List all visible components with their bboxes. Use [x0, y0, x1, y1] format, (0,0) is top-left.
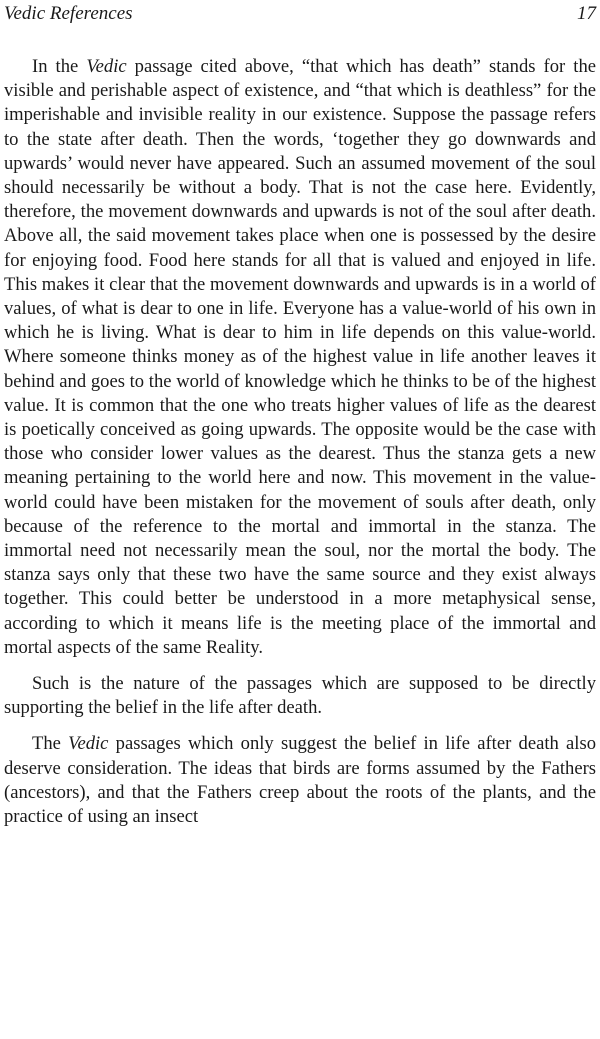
page-number: 17 — [577, 3, 596, 24]
running-title: Vedic References — [4, 3, 133, 24]
paragraph-1-run-3: passage cited above, “that which has death” stands for the visible and perishable aspect of existence, and “that which is deathless” for the imperishable and invisible reality in our existence. Suppose the passage refers to the state after death. Then the words, ‘together they go downwards and upwards’ would never have appeared. Such an assumed movement of the soul should necessarily be without a body. That is not the case here. Evidently, therefore, the movement downwards and upwards is not of the soul after death. Above all, the said movement takes place when one is possessed by the desire for enjoying food. Food here stands for all that is valued and enjoyed in life. This makes it clear that the movement downwards and upwards is in a world of values, of what is dear to one in life. Everyone has a value-world of his own in which he is living. What is dear to him in life depends on this value-world. Where someone thinks money as of the highest value in life another leaves it behind and goes to the world of knowledge which he thinks to be of the highest value. It is common that the one who treats higher values of life as the dearest is poetically conceived as going upwards. The opposite would be the case with those who consider lower values as the dearest. Thus the stanza gets a new meaning pertaining to the world here and now. This movement in the value-world could have been mistaken for the movement of souls after death, only because of the reference to the mortal and immortal in the stanza. The immortal need not necessarily mean the soul, nor the mortal the body. The stanza says only that these two have the same source and they exist always together. This could better be understood in a more metaphysical sense, according to which it means life is the meeting place of the immortal and mortal aspects of the same Reality. — [4, 56, 596, 658]
paragraph-3-run-2: Vedic — [68, 733, 109, 755]
paragraph-3 — [4, 732, 596, 829]
paragraph-1-run-2: Vedic — [86, 56, 127, 77]
paragraph-3-run-3: passages which only suggest the belief in life after death also deserve consideration. The ideas that birds are forms assumed by the Fathers (ancestors), and that the Fathers creep about the roots of the plants, and the practice of using an insect — [4, 733, 596, 828]
paragraph-1-run-1: In the — [32, 56, 87, 77]
paragraph-2 — [4, 672, 596, 720]
paragraph-3-run-1: The — [32, 733, 69, 755]
body-text — [4, 55, 596, 829]
book-page — [4, 0, 596, 1039]
paragraph-2-run-1: Such is the nature of the passages which are supposed to be directly supporting the belief in the life after death. — [4, 673, 596, 719]
paragraph-1 — [4, 55, 596, 660]
running-header — [4, 0, 596, 36]
